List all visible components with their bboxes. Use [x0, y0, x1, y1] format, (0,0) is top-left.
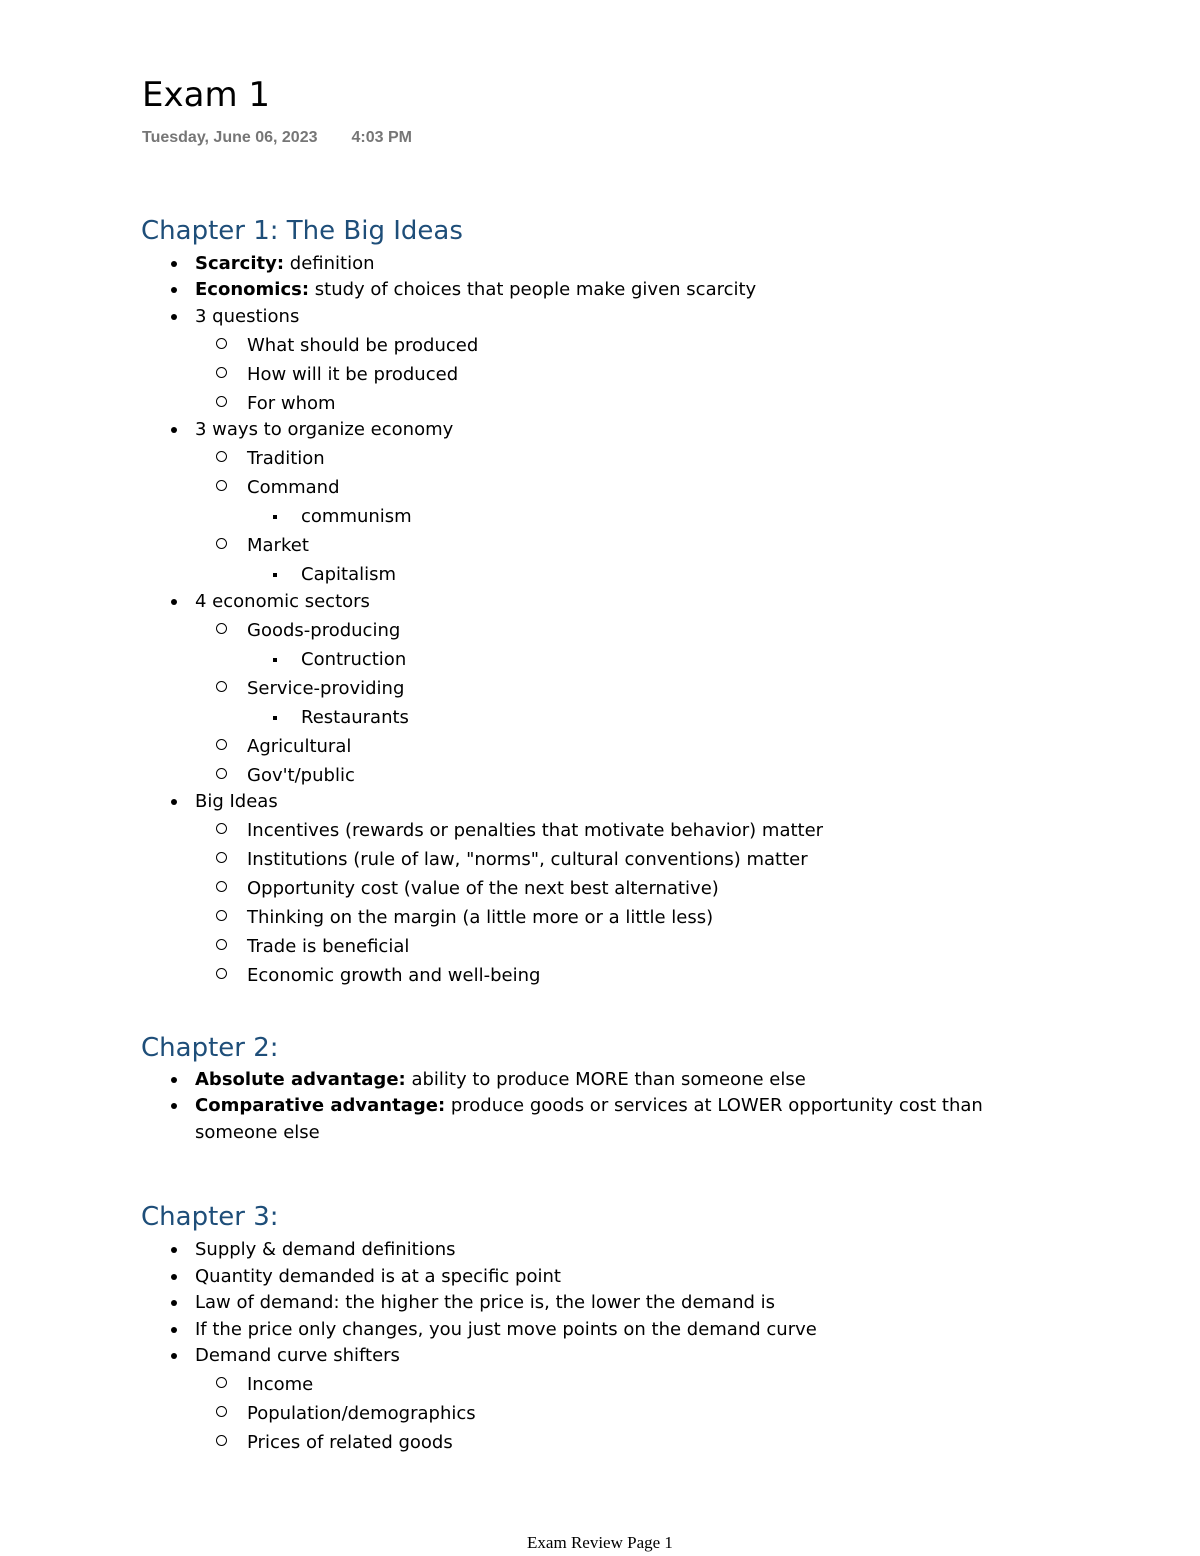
list-item: Tradition [247, 448, 325, 469]
list-item: Opportunity cost (value of the next best alternative) [247, 878, 719, 899]
list-item: Big Ideas [195, 791, 278, 812]
list-item: Comparative advantage: produce goods or services at LOWER opportunity cost than someone else [195, 1095, 983, 1143]
list-item: Income [247, 1374, 314, 1395]
list-item: Trade is beneficial [247, 936, 410, 957]
circle-bullet-icon [216, 367, 227, 378]
bullet-icon [171, 427, 177, 433]
note-time: 4:03 PM [351, 129, 412, 146]
list-item: 3 ways to organize economy [195, 419, 454, 440]
list-item: 3 questions [195, 306, 300, 327]
circle-bullet-icon [216, 480, 227, 491]
list-item: If the price only changes, you just move points on the demand curve [195, 1319, 817, 1340]
list-item: Law of demand: the higher the price is, the lower the demand is [195, 1292, 776, 1313]
list-item: Demand curve shifters [195, 1345, 400, 1366]
bullet-icon [171, 1077, 177, 1083]
list-item: Thinking on the margin (a little more or a little less) [247, 907, 714, 928]
list-item: Incentives (rewards or penalties that motivate behavior) matter [247, 820, 824, 841]
page-footer: Exam Review Page 1 [527, 1533, 673, 1552]
bullet-icon [171, 1327, 177, 1333]
list-item: How will it be produced [247, 364, 459, 385]
list-item: Absolute advantage: ability to produce MORE than someone else [195, 1069, 806, 1090]
circle-bullet-icon [216, 338, 227, 349]
bullet-icon [171, 1274, 177, 1280]
square-bullet-icon [273, 515, 277, 519]
bullet-icon [171, 261, 177, 267]
circle-bullet-icon [216, 681, 227, 692]
list-item: What should be produced [247, 335, 479, 356]
bullet-icon [171, 799, 177, 805]
circle-bullet-icon [216, 1435, 227, 1446]
circle-bullet-icon [216, 768, 227, 779]
list-item: Agricultural [247, 736, 352, 757]
note-date: Tuesday, June 06, 2023 [142, 129, 318, 146]
circle-bullet-icon [216, 538, 227, 549]
circle-bullet-icon [216, 739, 227, 750]
list-item: Scarcity: definition [195, 253, 375, 274]
list-item: Goods-producing [247, 620, 401, 641]
list-item: Market [247, 535, 309, 556]
bullet-icon [171, 1300, 177, 1306]
circle-bullet-icon [216, 396, 227, 407]
bullet-icon [171, 314, 177, 320]
list-item: For whom [247, 393, 336, 414]
list-item: Quantity demanded is at a specific point [195, 1266, 561, 1287]
list-item: Prices of related goods [247, 1432, 453, 1453]
bullet-icon [171, 1103, 177, 1109]
list-item: Institutions (rule of law, "norms", cultural conventions) matter [247, 849, 808, 870]
circle-bullet-icon [216, 910, 227, 921]
square-bullet-icon [273, 716, 277, 720]
circle-bullet-icon [216, 939, 227, 950]
page-title: Exam 1 [142, 75, 270, 115]
list-item: Gov't/public [247, 765, 355, 786]
circle-bullet-icon [216, 451, 227, 462]
list-item: Economics: study of choices that people make given scarcity [195, 279, 757, 300]
chapter-heading: Chapter 3: [141, 1202, 279, 1232]
list-item: Service-providing [247, 678, 405, 699]
note-meta [142, 126, 412, 150]
bullet-icon [171, 1247, 177, 1253]
chapter-heading: Chapter 1: The Big Ideas [141, 216, 463, 246]
circle-bullet-icon [216, 1377, 227, 1388]
circle-bullet-icon [216, 968, 227, 979]
list-item: communism [301, 506, 412, 527]
list-item: Command [247, 477, 340, 498]
circle-bullet-icon [216, 881, 227, 892]
bullet-icon [171, 1353, 177, 1359]
chapter-heading: Chapter 2: [141, 1033, 279, 1063]
list-item: Restaurants [301, 707, 409, 728]
bullet-icon [171, 287, 177, 293]
list-item: Supply & demand definitions [195, 1239, 456, 1260]
list-item: Contruction [301, 649, 407, 670]
circle-bullet-icon [216, 823, 227, 834]
circle-bullet-icon [216, 623, 227, 634]
bullet-icon [171, 599, 177, 605]
circle-bullet-icon [216, 1406, 227, 1417]
list-item: Population/demographics [247, 1403, 476, 1424]
list-item: 4 economic sectors [195, 591, 370, 612]
square-bullet-icon [273, 658, 277, 662]
list-item: Capitalism [301, 564, 397, 585]
list-item: Economic growth and well-being [247, 965, 541, 986]
square-bullet-icon [273, 573, 277, 577]
circle-bullet-icon [216, 852, 227, 863]
